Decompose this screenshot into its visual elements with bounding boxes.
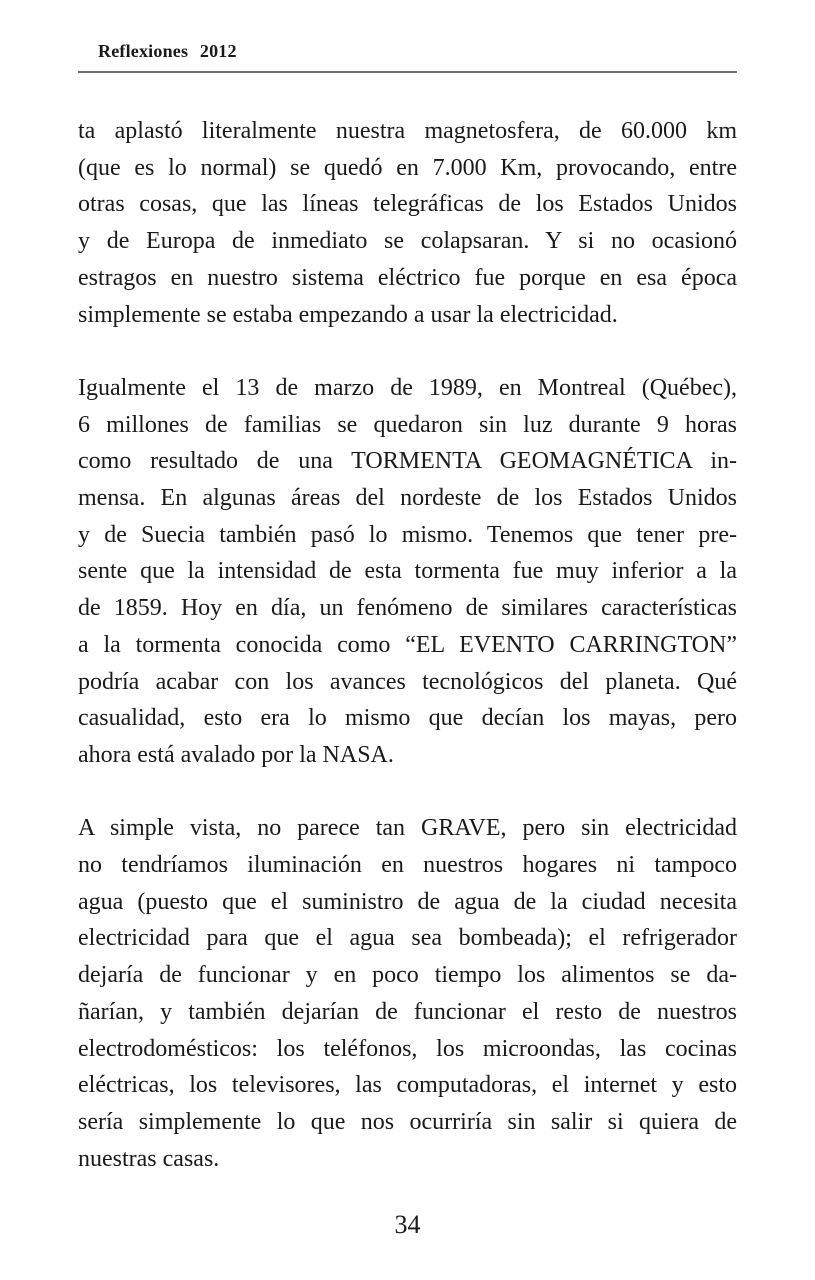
page-number: 34 bbox=[394, 1210, 421, 1239]
text-line: mensa. En algunas áreas del nordeste de los Estados Unidos bbox=[78, 485, 737, 512]
text-line: agua (puesto que el suministro de agua de la ciudad necesita bbox=[78, 888, 737, 915]
text-line: podría acabar con los avances tecnológicos del planeta. Qué bbox=[78, 668, 737, 695]
text-line: no tendríamos iluminación en nuestros hogares ni tampoco bbox=[78, 852, 737, 879]
text-line: ta aplastó literalmente nuestra magnetosfera, de 60.000 km bbox=[78, 118, 737, 144]
running-header bbox=[98, 41, 244, 62]
header-rule bbox=[78, 71, 737, 73]
text-line: (que es lo normal) se quedó en 7.000 Km, provocando, entre bbox=[78, 154, 737, 181]
text-line: ñarían, y también dejarían de funcionar el resto de nuestros bbox=[78, 998, 737, 1025]
text-line: nuestras casas. bbox=[78, 1145, 220, 1172]
text-line: 6 millones de familias se quedaron sin luz durante 9 horas bbox=[78, 411, 737, 438]
paragraph bbox=[78, 810, 737, 1177]
text-line: y de Europa de inmediato se colapsaran. Y si no ocasionó bbox=[78, 228, 737, 255]
text-line: dejaría de funcionar y en poco tiempo los alimentos se da- bbox=[78, 962, 737, 989]
text-line: sería simplemente lo que nos ocurriría sin salir si quiera de bbox=[78, 1108, 737, 1135]
text-line: casualidad, esto era lo mismo que decían los mayas, pero bbox=[78, 705, 737, 732]
header-title: Reflexiones bbox=[98, 41, 189, 61]
header-year: 2012 bbox=[199, 41, 237, 61]
text-line: ahora está avalado por la NASA. bbox=[78, 741, 394, 768]
text-line: estragos en nuestro sistema eléctrico fue porque en esa época bbox=[78, 264, 737, 291]
text-line: y de Suecia también pasó lo mismo. Tenemos que tener pre- bbox=[78, 521, 737, 548]
text-line: a la tormenta conocida como “EL EVENTO CARRINGTON” bbox=[78, 631, 737, 658]
paragraph bbox=[78, 370, 737, 774]
body-text bbox=[78, 113, 737, 1214]
text-line: otras cosas, que las líneas telegráficas de los Estados Unidos bbox=[78, 191, 737, 218]
text-line: como resultado de una TORMENTA GEOMAGNÉTICA in- bbox=[78, 448, 737, 475]
paragraph bbox=[78, 113, 737, 333]
text-line: electrodomésticos: los teléfonos, los microondas, las cocinas bbox=[78, 1035, 737, 1062]
text-line: electricidad para que el agua sea bombeada); el refrigerador bbox=[78, 925, 737, 952]
text-line: de 1859. Hoy en día, un fenómeno de similares características bbox=[78, 595, 737, 622]
text-line: A simple vista, no parece tan GRAVE, pero sin electricidad bbox=[78, 815, 737, 842]
text-line: Igualmente el 13 de marzo de 1989, en Montreal (Québec), bbox=[78, 374, 737, 401]
text-line: simplemente se estaba empezando a usar la electricidad. bbox=[78, 301, 618, 328]
text-line: eléctricas, los televisores, las computadoras, el internet y esto bbox=[78, 1072, 737, 1099]
text-line: sente que la intensidad de esta tormenta fue muy inferior a la bbox=[78, 558, 737, 585]
